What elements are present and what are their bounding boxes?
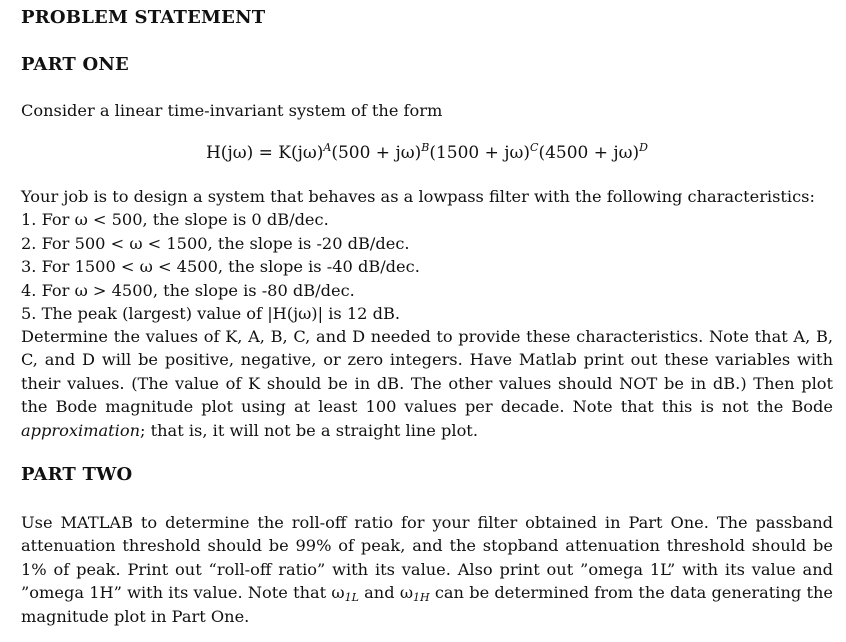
eq-term-500: (500 + jω) (331, 143, 422, 163)
requirement-item: 3. For 1500 < ω < 4500, the slope is -40 dB/dec. (21, 257, 420, 277)
part-two-text: Use MATLAB to determine the roll-off ratio for your filter obtained in Part One. The passband attenuation threshold should be 99% of peak, and the stopband attenuation threshold should be 1% of peak. Print out “roll-off ratio” with its value. Also print out ”omega 1L” with its value and ”omega 1H” with its value. Note that ω (21, 513, 833, 603)
intro-text: Consider a linear time-invariant system of the form (21, 101, 443, 120)
part-two-paragraph (21, 511, 833, 628)
eq-exp-d: D (639, 141, 648, 154)
omega-1h-subscript: 1H (413, 591, 430, 605)
determine-text: Determine the values of K, A, B, C, and D needed to provide these characteristics. Note that A, B, C, and D will be positive, negative, or zero integers. Have Matlab print out these variables with their values. (The value of K should be in dB. The other values should NOT be in dB.) Then plot the Bode magnitude plot using at least 100 values per decade. Note that this is not the Bode (21, 327, 833, 417)
transfer-function-equation (21, 143, 833, 163)
determine-text-end: ; that is, it will not be a straight line plot. (140, 420, 478, 440)
requirement-item: 5. The peak (largest) value of |H(jω)| is 12 dB. (21, 304, 400, 324)
approximation-emphasis: approximation (21, 420, 141, 440)
job-text: Your job is to design a system that behaves as a lowpass filter with the following characteristics: (21, 187, 815, 206)
eq-exp-c: C (530, 141, 539, 154)
eq-exp-b: B (421, 141, 430, 154)
part-two-text-mid: and ω (358, 583, 414, 603)
requirement-item: 1. For ω < 500, the slope is 0 dB/dec. (21, 210, 329, 230)
requirements-block (21, 185, 833, 325)
requirement-item: 4. For ω > 4500, the slope is -80 dB/dec. (21, 280, 355, 300)
eq-exp-a: A (323, 141, 332, 154)
eq-term-4500: (4500 + jω) (538, 143, 640, 163)
determine-paragraph (21, 325, 833, 442)
problem-statement-heading: PROBLEM STATEMENT (21, 7, 266, 28)
eq-term-1500: (1500 + jω) (429, 143, 531, 163)
requirement-item: 2. For 500 < ω < 1500, the slope is -20 dB/dec. (21, 233, 410, 253)
part-one-heading: PART ONE (21, 54, 129, 75)
part-two-heading: PART TWO (21, 464, 133, 485)
omega-1l-subscript: 1L (344, 591, 359, 605)
part-two-text-end: can be determined from the data generating the magnitude plot in Part One. (21, 583, 833, 626)
eq-lhs: H(jω) = K(jω) (205, 143, 324, 163)
